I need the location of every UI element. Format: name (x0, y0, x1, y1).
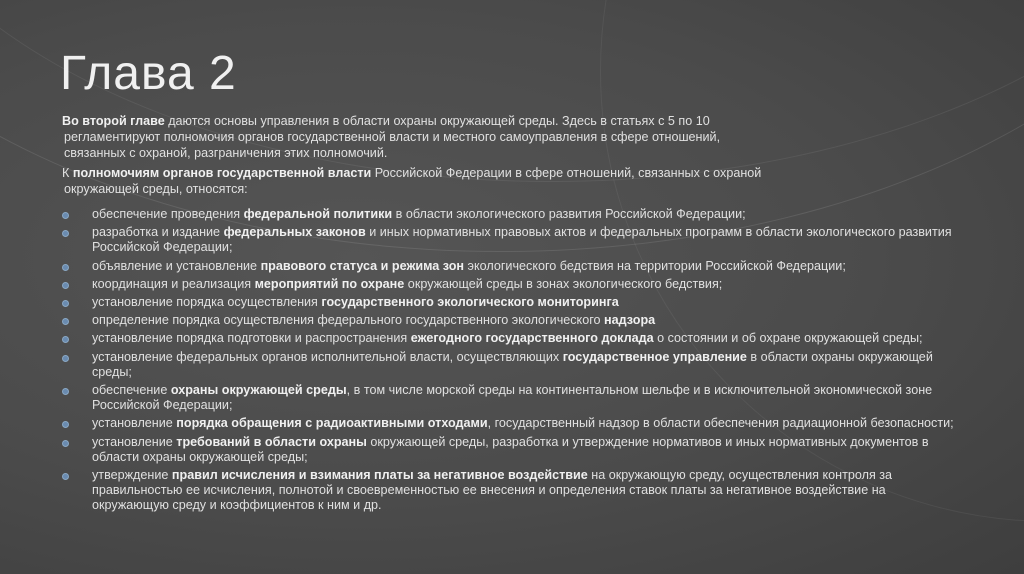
item-bold: порядка обращения с радиоактивными отходами (176, 416, 488, 431)
circle-bullet-icon (62, 473, 69, 480)
intro-line: окружающей среды, относятся: (64, 182, 248, 196)
intro-paragraph-1 (62, 113, 962, 129)
circle-bullet-icon (62, 388, 69, 395)
item-bold: федеральной политики (243, 207, 393, 221)
item-bold: федеральных законов (223, 225, 366, 240)
item-bold: правил исчисления и взимания платы за негативное воздействие (171, 468, 588, 483)
item-text: обеспечение (92, 383, 171, 398)
item-text: установление (92, 416, 177, 431)
intro-line: регламентируют полномочия органов государственной власти и местного самоуправления в сфере отношений, (64, 130, 721, 144)
item-text: разработка и издание (92, 225, 224, 240)
circle-bullet-icon (62, 318, 69, 325)
item-text: координация и реализация (92, 276, 255, 291)
item-text: объявление и установление (92, 258, 261, 273)
item-text: определение порядка осуществления федерального государственного экологического (92, 313, 605, 328)
item-text: утверждение (92, 468, 172, 483)
item-text: о состоянии и об охране окружающей среды; (653, 331, 923, 346)
item-bold: надзора (604, 313, 656, 328)
intro-text-span: Российской Федерации в сфере отношений, связанных с охраной (371, 166, 762, 180)
item-text: установление порядка подготовки и распространения (92, 331, 411, 346)
circle-bullet-icon (62, 264, 69, 271)
list-item (62, 277, 962, 292)
list-item (62, 331, 962, 346)
list-item (62, 383, 962, 413)
item-text: на окружающую среду, осуществления контроля за правильностью ее исчисления, полнотой и своевременностью ее внесения и определения ставок платы за негативное воздействие на окружающую среду и коэффициентов к ним и др. (92, 468, 893, 513)
list-item (62, 225, 962, 255)
circle-bullet-icon (62, 440, 69, 447)
list-item (62, 468, 962, 514)
list-item (62, 295, 962, 310)
list-item (62, 416, 962, 431)
item-bold: правового статуса и режима зон (260, 258, 465, 273)
powers-list (62, 207, 962, 517)
circle-bullet-icon (62, 212, 69, 219)
item-text: окружающей среды, разработка и утверждение нормативов и иных нормативных документов в области охраны окружающей среды; (92, 434, 929, 464)
circle-bullet-icon (62, 282, 69, 289)
item-text: , государственный надзор в области обеспечения радиационной безопасности; (487, 416, 954, 431)
item-text: установление порядка осуществления (92, 295, 322, 310)
item-bold: ежегодного государственного доклада (410, 331, 654, 346)
item-text: окружающей среды в зонах экологического бедствия; (404, 276, 723, 291)
list-item (62, 207, 962, 222)
intro-text-span: К (62, 166, 73, 180)
list-item (62, 259, 962, 274)
item-text: установление (92, 434, 177, 449)
circle-bullet-icon (62, 355, 69, 362)
intro-text-span: даются основы управления в области охраны окружающей среды. Здесь в статьях с 5 по 10 (164, 114, 710, 128)
item-bold: охраны окружающей среды (170, 383, 347, 398)
item-text: установление федеральных органов исполнительной власти, осуществляющих (92, 349, 563, 364)
item-bold: мероприятий по охране (254, 276, 405, 291)
item-bold: государственного экологического мониторинга (321, 295, 619, 310)
item-bold: государственное управление (562, 349, 747, 364)
circle-bullet-icon (62, 230, 69, 237)
item-text: обеспечение проведения (92, 207, 244, 221)
list-item (62, 435, 962, 465)
item-text: экологического бедствия на территории Российской Федерации; (464, 258, 846, 273)
intro-paragraph-2 (62, 165, 962, 181)
intro-line: связанных с охраной, разграничения этих полномочий. (64, 146, 388, 160)
intro-bold: Во второй главе (62, 114, 165, 128)
intro-bold: полномочиям органов государственной власти (72, 166, 372, 180)
circle-bullet-icon (62, 336, 69, 343)
intro-text (62, 113, 962, 197)
circle-bullet-icon (62, 300, 69, 307)
list-item (62, 313, 962, 328)
item-text: в области экологического развития Российской Федерации; (392, 207, 746, 221)
list-item (62, 350, 962, 380)
circle-bullet-icon (62, 421, 69, 428)
item-text: и иных нормативных правовых актов и федеральных программ в области экологического развития Российской Федерации; (92, 225, 952, 255)
slide-title: Глава 2 (60, 47, 237, 100)
item-text: в области охраны окружающей среды; (92, 349, 933, 379)
item-bold: требований в области охраны (176, 434, 367, 449)
item-text: , в том числе морской среды на континентальном шельфе и в исключительной экономической зоне Российской Федерации; (92, 383, 933, 413)
